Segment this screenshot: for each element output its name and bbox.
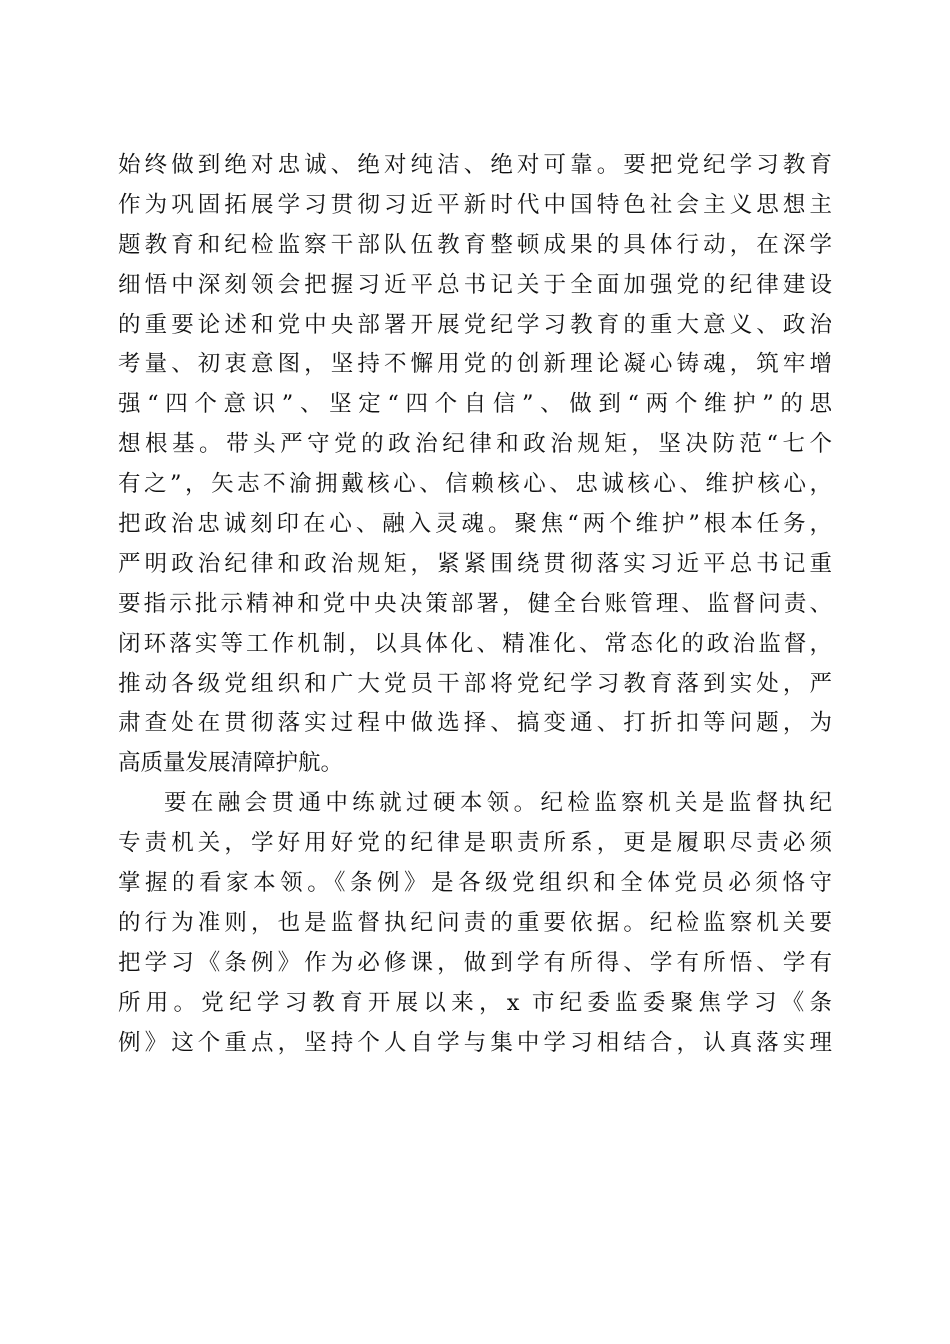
text-line: 的行为准则，也是监督执纪问责的重要依据。纪检监察机关要 — [118, 909, 832, 936]
text-line: 专责机关，学好用好党的纪律是职责所系，更是履职尽责必须 — [118, 830, 832, 857]
text-line: 肃查处在贯彻落实过程中做选择、搞变通、打折扣等问题，为 — [118, 710, 832, 737]
text-line: 要指示批示精神和党中央决策部署，健全台账管理、监督问责、 — [118, 590, 832, 617]
document-body — [118, 146, 832, 1063]
text-line: 想根基。带头严守党的政治纪律和政治规矩，坚决防范“七个 — [118, 431, 832, 458]
text-line: 所用。党纪学习教育开展以来，x 市纪委监委聚焦学习《条 — [118, 989, 832, 1016]
text-line: 严明政治纪律和政治规矩，紧紧围绕贯彻落实习近平总书记重 — [118, 550, 832, 577]
text-line: 要在融会贯通中练就过硬本领。纪检监察机关是监督执纪 — [164, 790, 832, 817]
text-line: 细悟中深刻领会把握习近平总书记关于全面加强党的纪律建设 — [118, 271, 832, 298]
text-line: 闭环落实等工作机制，以具体化、精准化、常态化的政治监督， — [118, 630, 832, 657]
text-line: 始终做到绝对忠诚、绝对纯洁、绝对可靠。要把党纪学习教育 — [118, 152, 832, 178]
text-line: 的重要论述和党中央部署开展党纪学习教育的重大意义、政治 — [118, 311, 832, 338]
text-line: 高质量发展清障护航。 — [118, 750, 344, 777]
text-line: 强“四个意识”、坚定“四个自信”、做到“两个维护”的思 — [118, 391, 832, 418]
text-line: 例》这个重点，坚持个人自学与集中学习相结合，认真落实理 — [118, 1029, 832, 1056]
text-line: 掌握的看家本领。《条例》是各级党组织和全体党员必须恪守 — [118, 870, 832, 897]
text-line: 作为巩固拓展学习贯彻习近平新时代中国特色社会主义思想主 — [118, 191, 832, 218]
text-line: 题教育和纪检监察干部队伍教育整顿成果的具体行动，在深学 — [118, 231, 832, 258]
paragraph-2 — [118, 784, 832, 1063]
text-line: 考量、初衷意图，坚持不懈用党的创新理论凝心铸魂，筑牢增 — [118, 351, 832, 378]
text-line: 把学习《条例》作为必修课，做到学有所得、学有所悟、学有 — [118, 949, 832, 976]
text-line: 把政治忠诚刻印在心、融入灵魂。聚焦“两个维护”根本任务， — [118, 511, 832, 538]
paragraph-1 — [118, 146, 832, 784]
text-line: 有之”，矢志不渝拥戴核心、信赖核心、忠诚核心、维护核心， — [118, 471, 832, 498]
text-line: 推动各级党组织和广大党员干部将党纪学习教育落到实处，严 — [118, 670, 832, 697]
